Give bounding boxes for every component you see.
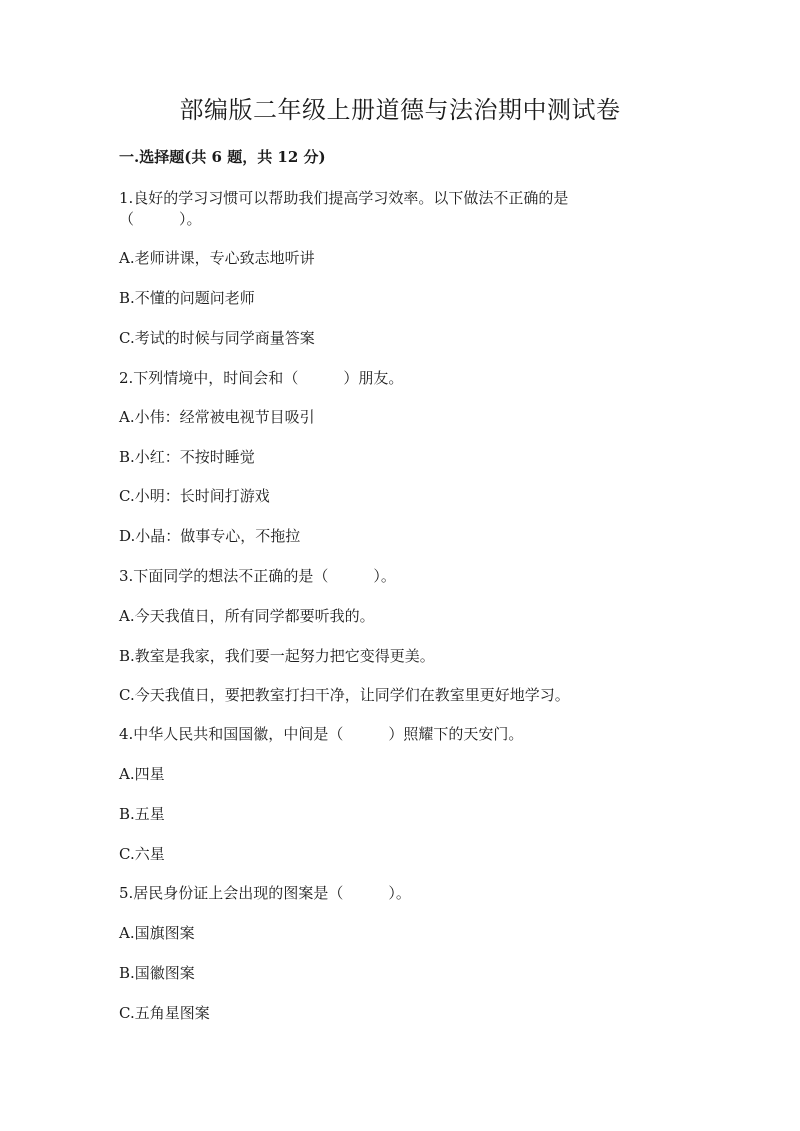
question-1-stem: 1.良好的学习习惯可以帮助我们提高学习效率。以下做法不正确的是: [119, 189, 569, 207]
question-2-option-b: B.小红：不按时睡觉: [119, 448, 255, 466]
section-heading: 一.选择题(共 6 题，共 12 分): [119, 148, 326, 166]
question-4-option-c: C.六星: [119, 845, 165, 863]
question-3-option-c: C.今天我值日，要把教室打扫干净，让同学们在教室里更好地学习。: [119, 686, 570, 704]
question-1-option-c: C.考试的时候与同学商量答案: [119, 329, 315, 347]
question-2-option-c: C.小明：长时间打游戏: [119, 487, 270, 505]
page-title: 部编版二年级上册道德与法治期中测试卷: [179, 96, 621, 124]
question-4-option-a: A.四星: [119, 765, 165, 783]
question-3-option-b: B.教室是我家，我们要一起努力把它变得更美。: [119, 647, 435, 665]
question-1-option-b: B.不懂的问题问老师: [119, 289, 255, 307]
question-5-option-b: B.国徽图案: [119, 964, 195, 982]
question-3-stem: 3.下面同学的想法不正确的是（ ）。: [119, 567, 396, 585]
question-5-option-c: C.五角星图案: [119, 1004, 210, 1022]
question-2-option-d: D.小晶：做事专心，不拖拉: [119, 527, 301, 545]
question-4-stem: 4.中华人民共和国国徽，中间是（ ）照耀下的天安门。: [119, 725, 524, 743]
question-2-option-a: A.小伟：经常被电视节目吸引: [119, 408, 315, 426]
question-3-option-a: A.今天我值日，所有同学都要听我的。: [119, 607, 375, 625]
question-5-option-a: A.国旗图案: [119, 924, 195, 942]
question-1-stem-continued: （ ）。: [119, 210, 202, 228]
question-5-stem: 5.居民身份证上会出现的图案是（ ）。: [119, 884, 411, 902]
question-1-option-a: A.老师讲课，专心致志地听讲: [119, 249, 315, 267]
question-2-stem: 2.下列情境中，时间会和（ ）朋友。: [119, 369, 404, 387]
question-4-option-b: B.五星: [119, 805, 165, 823]
